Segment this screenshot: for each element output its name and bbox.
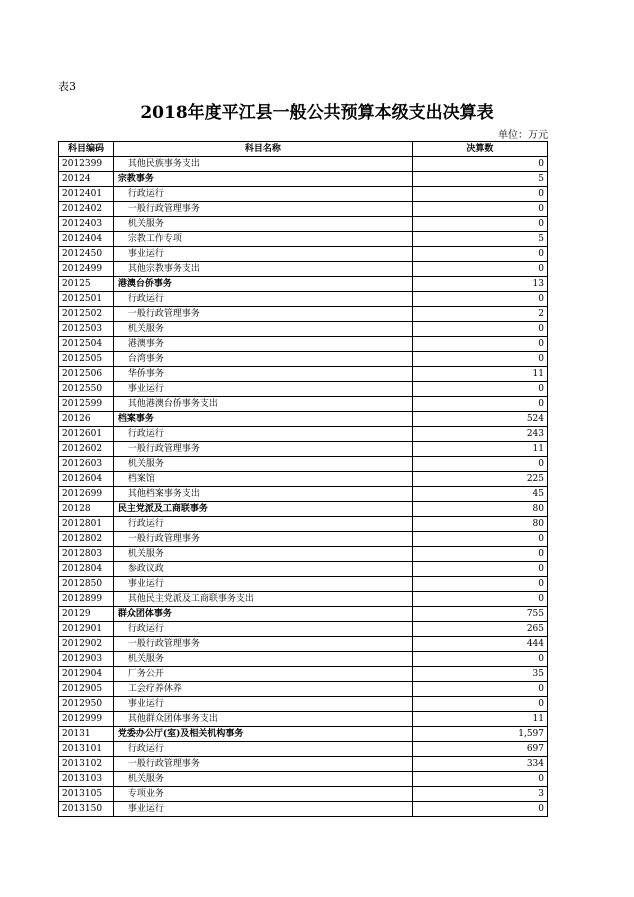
- table-header-row: [59, 142, 548, 157]
- cell-amount: 0: [412, 202, 547, 217]
- cell-code: 2012601: [59, 427, 114, 442]
- cell-amount: 334: [412, 757, 547, 772]
- cell-code: 2013150: [59, 802, 114, 817]
- cell-name: 事业运行: [113, 577, 412, 592]
- cell-name: 事业运行: [113, 247, 412, 262]
- cell-amount: 11: [412, 442, 547, 457]
- table-row: [59, 592, 548, 607]
- cell-code: 2012602: [59, 442, 114, 457]
- cell-code: 20125: [59, 277, 114, 292]
- table-row: [59, 757, 548, 772]
- cell-code: 2012502: [59, 307, 114, 322]
- cell-name: 行政运行: [113, 187, 412, 202]
- cell-amount: 3: [412, 787, 547, 802]
- cell-name: 华侨事务: [113, 367, 412, 382]
- cell-code: 2012505: [59, 352, 114, 367]
- cell-name: 档案事务: [113, 412, 412, 427]
- table-row: [59, 517, 548, 532]
- cell-name: 民主党派及工商联事务: [113, 502, 412, 517]
- cell-name: 其他档案事务支出: [113, 487, 412, 502]
- table-row: [59, 787, 548, 802]
- cell-amount: 11: [412, 367, 547, 382]
- table-row-category: [59, 412, 548, 427]
- cell-code: 2012802: [59, 532, 114, 547]
- table-row: [59, 217, 548, 232]
- cell-name: 宗教事务: [113, 172, 412, 187]
- cell-amount: 697: [412, 742, 547, 757]
- cell-amount: 45: [412, 487, 547, 502]
- table-row: [59, 442, 548, 457]
- cell-amount: 0: [412, 322, 547, 337]
- table-row: [59, 697, 548, 712]
- cell-name: 行政运行: [113, 427, 412, 442]
- cell-amount: 5: [412, 172, 547, 187]
- cell-code: 2012803: [59, 547, 114, 562]
- table-row: [59, 712, 548, 727]
- cell-amount: 80: [412, 502, 547, 517]
- cell-name: 参政议政: [113, 562, 412, 577]
- cell-amount: 0: [412, 382, 547, 397]
- cell-name: 机关服务: [113, 217, 412, 232]
- table-row: [59, 682, 548, 697]
- cell-code: 2012903: [59, 652, 114, 667]
- cell-code: 20126: [59, 412, 114, 427]
- cell-code: 2012404: [59, 232, 114, 247]
- cell-name: 港澳台侨事务: [113, 277, 412, 292]
- table-row: [59, 457, 548, 472]
- cell-code: 2012905: [59, 682, 114, 697]
- cell-code: 2012902: [59, 637, 114, 652]
- cell-code: 2012506: [59, 367, 114, 382]
- cell-code: 20129: [59, 607, 114, 622]
- table-row: [59, 247, 548, 262]
- table-row: [59, 382, 548, 397]
- cell-name: 事业运行: [113, 697, 412, 712]
- table-row: [59, 292, 548, 307]
- cell-name: 台湾事务: [113, 352, 412, 367]
- cell-name: 机关服务: [113, 772, 412, 787]
- cell-amount: 444: [412, 637, 547, 652]
- table-row: [59, 562, 548, 577]
- cell-code: 2012604: [59, 472, 114, 487]
- cell-name: 一般行政管理事务: [113, 637, 412, 652]
- column-header-name: 科目名称: [113, 142, 412, 157]
- cell-name: 事业运行: [113, 802, 412, 817]
- cell-name: 一般行政管理事务: [113, 202, 412, 217]
- cell-code: 2012801: [59, 517, 114, 532]
- cell-name: 行政运行: [113, 517, 412, 532]
- table-row: [59, 772, 548, 787]
- cell-amount: 0: [412, 697, 547, 712]
- cell-name: 党委办公厅(室)及相关机构事务: [113, 727, 412, 742]
- table-row: [59, 397, 548, 412]
- table-row-category: [59, 607, 548, 622]
- cell-amount: 13: [412, 277, 547, 292]
- table-row: [59, 577, 548, 592]
- table-row: [59, 547, 548, 562]
- cell-amount: 755: [412, 607, 547, 622]
- cell-code: 2012503: [59, 322, 114, 337]
- cell-name: 一般行政管理事务: [113, 442, 412, 457]
- cell-name: 机关服务: [113, 322, 412, 337]
- cell-code: 2013105: [59, 787, 114, 802]
- cell-amount: 524: [412, 412, 547, 427]
- cell-amount: 0: [412, 292, 547, 307]
- cell-code: 2012999: [59, 712, 114, 727]
- cell-amount: 1,597: [412, 727, 547, 742]
- cell-name: 港澳事务: [113, 337, 412, 352]
- cell-code: 2013103: [59, 772, 114, 787]
- cell-amount: 225: [412, 472, 547, 487]
- cell-code: 2012899: [59, 592, 114, 607]
- cell-amount: 0: [412, 682, 547, 697]
- table-row: [59, 487, 548, 502]
- table-row: [59, 157, 548, 172]
- table-row-category: [59, 277, 548, 292]
- cell-code: 2012504: [59, 337, 114, 352]
- cell-name: 宗教工作专项: [113, 232, 412, 247]
- table-body: [59, 157, 548, 817]
- cell-name: 工会疗养休养: [113, 682, 412, 697]
- cell-code: 2013101: [59, 742, 114, 757]
- cell-amount: 0: [412, 337, 547, 352]
- cell-code: 2012599: [59, 397, 114, 412]
- cell-amount: 0: [412, 262, 547, 277]
- cell-amount: 0: [412, 457, 547, 472]
- table-row: [59, 337, 548, 352]
- table-row: [59, 427, 548, 442]
- cell-name: 其他民主党派及工商联事务支出: [113, 592, 412, 607]
- cell-code: 2012550: [59, 382, 114, 397]
- cell-code: 2012699: [59, 487, 114, 502]
- cell-name: 其他港澳台侨事务支出: [113, 397, 412, 412]
- cell-amount: 0: [412, 187, 547, 202]
- cell-name: 其他宗教事务支出: [113, 262, 412, 277]
- cell-name: 机关服务: [113, 547, 412, 562]
- table-row: [59, 187, 548, 202]
- column-header-amount: 决算数: [412, 142, 547, 157]
- table-row: [59, 622, 548, 637]
- cell-name: 事业运行: [113, 382, 412, 397]
- cell-amount: 0: [412, 547, 547, 562]
- cell-amount: 243: [412, 427, 547, 442]
- cell-code: 2012402: [59, 202, 114, 217]
- unit-label: 单位：万元: [498, 130, 548, 141]
- cell-amount: 11: [412, 712, 547, 727]
- cell-name: 群众团体事务: [113, 607, 412, 622]
- cell-name: 其他民族事务支出: [113, 157, 412, 172]
- table-row-category: [59, 172, 548, 187]
- cell-amount: 5: [412, 232, 547, 247]
- cell-amount: 0: [412, 157, 547, 172]
- cell-amount: 0: [412, 532, 547, 547]
- cell-code: 2013102: [59, 757, 114, 772]
- budget-table: [58, 141, 548, 817]
- cell-code: 2012950: [59, 697, 114, 712]
- table-row: [59, 352, 548, 367]
- cell-name: 机关服务: [113, 457, 412, 472]
- cell-name: 行政运行: [113, 292, 412, 307]
- table-row: [59, 667, 548, 682]
- cell-amount: 265: [412, 622, 547, 637]
- table-row: [59, 742, 548, 757]
- cell-name: 机关服务: [113, 652, 412, 667]
- cell-code: 2012904: [59, 667, 114, 682]
- table-row: [59, 202, 548, 217]
- table-row: [59, 232, 548, 247]
- column-header-code: 科目编码: [59, 142, 114, 157]
- cell-amount: 0: [412, 397, 547, 412]
- cell-name: 一般行政管理事务: [113, 307, 412, 322]
- cell-amount: 0: [412, 652, 547, 667]
- cell-amount: 0: [412, 592, 547, 607]
- cell-amount: 0: [412, 217, 547, 232]
- table-row: [59, 307, 548, 322]
- table-row: [59, 367, 548, 382]
- cell-code: 2012901: [59, 622, 114, 637]
- cell-name: 一般行政管理事务: [113, 532, 412, 547]
- cell-name: 行政运行: [113, 622, 412, 637]
- cell-name: 行政运行: [113, 742, 412, 757]
- cell-code: 2012603: [59, 457, 114, 472]
- table-row-category: [59, 502, 548, 517]
- cell-name: 专项业务: [113, 787, 412, 802]
- table-row: [59, 652, 548, 667]
- cell-name: 一般行政管理事务: [113, 757, 412, 772]
- cell-code: 2012399: [59, 157, 114, 172]
- cell-name: 其他群众团体事务支出: [113, 712, 412, 727]
- cell-amount: 0: [412, 577, 547, 592]
- document-title: 2018年度平江县一般公共预算本级支出决算表: [140, 103, 494, 123]
- cell-code: 2012499: [59, 262, 114, 277]
- table-row: [59, 802, 548, 817]
- table-row: [59, 322, 548, 337]
- cell-code: 2012804: [59, 562, 114, 577]
- cell-amount: 0: [412, 247, 547, 262]
- cell-amount: 0: [412, 562, 547, 577]
- cell-code: 2012401: [59, 187, 114, 202]
- cell-code: 2012850: [59, 577, 114, 592]
- cell-amount: 0: [412, 802, 547, 817]
- cell-name: 档案馆: [113, 472, 412, 487]
- cell-code: 20128: [59, 502, 114, 517]
- cell-code: 20124: [59, 172, 114, 187]
- cell-amount: 2: [412, 307, 547, 322]
- cell-code: 20131: [59, 727, 114, 742]
- cell-name: 厂务公开: [113, 667, 412, 682]
- cell-code: 2012501: [59, 292, 114, 307]
- table-row: [59, 637, 548, 652]
- table-row-category: [59, 727, 548, 742]
- table-row: [59, 262, 548, 277]
- cell-amount: 0: [412, 772, 547, 787]
- cell-code: 2012450: [59, 247, 114, 262]
- cell-amount: 35: [412, 667, 547, 682]
- cell-amount: 80: [412, 517, 547, 532]
- table-row: [59, 472, 548, 487]
- cell-code: 2012403: [59, 217, 114, 232]
- cell-amount: 0: [412, 352, 547, 367]
- table-row: [59, 532, 548, 547]
- table-number: 表3: [58, 80, 76, 93]
